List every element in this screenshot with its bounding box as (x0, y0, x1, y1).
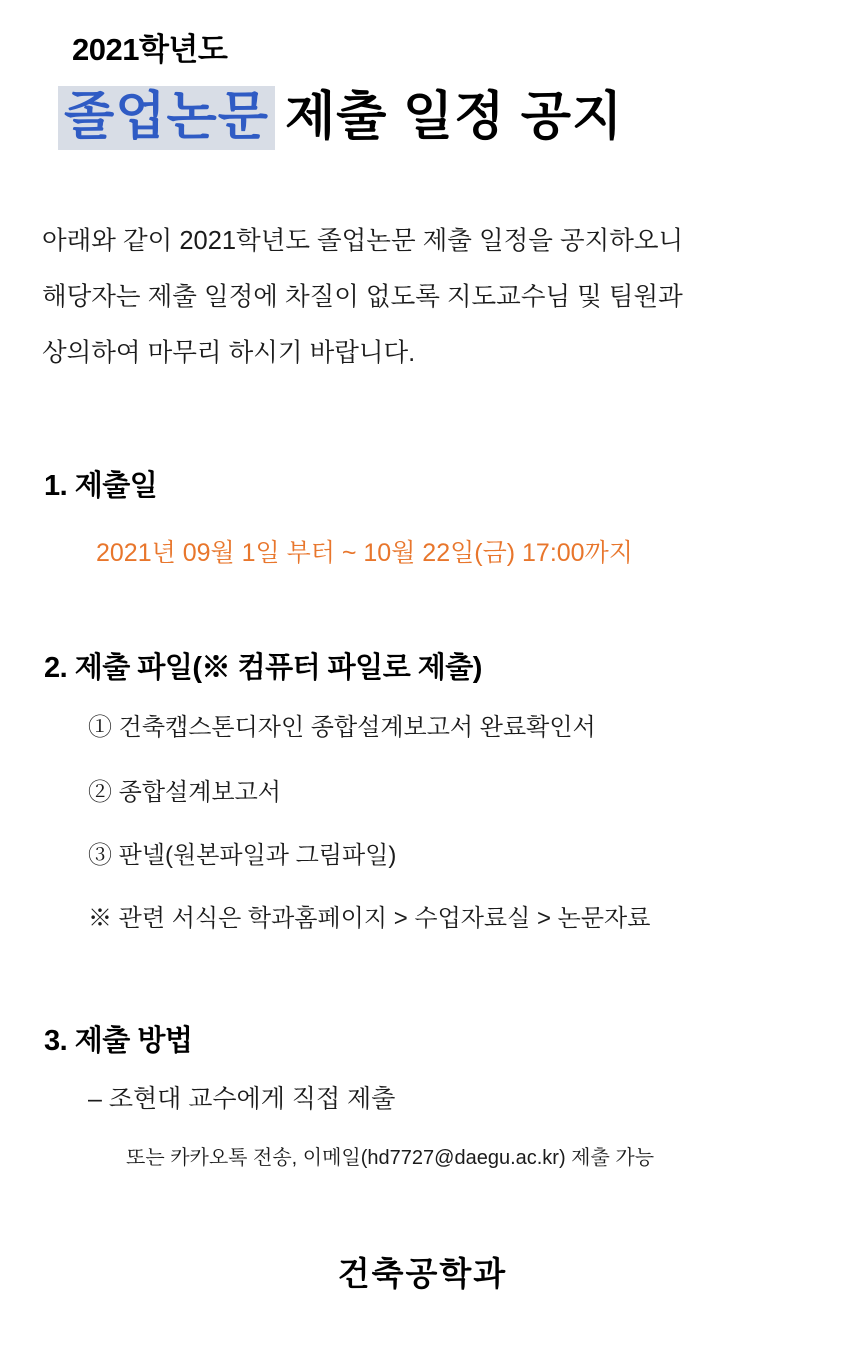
intro-line-3: 상의하여 마무리 하시기 바랍니다. (42, 339, 416, 367)
file-item-note: ※ 관련 서식은 학과홈페이지 > 수업자료실 > 논문자료 (88, 905, 651, 932)
section-heading-submission-method: 3. 제출 방법 (44, 1025, 193, 1057)
page-title-highlight: 졸업논문 (58, 86, 275, 150)
intro-line-1: 아래와 같이 2021학년도 졸업논문 제출 일정을 공지하오니 (42, 227, 684, 255)
title-year: 2021학년도 (72, 32, 228, 67)
intro-paragraph (42, 213, 812, 381)
intro-line-2: 해당자는 제출 일정에 차질이 없도록 지도교수님 및 팀원과 (42, 283, 683, 311)
page-title-rest: 제출 일정 공지 (284, 88, 624, 146)
department-footer: 건축공학과 (337, 1255, 508, 1292)
page-title (58, 74, 623, 149)
submission-date-text: 2021년 09월 1일 부터 ~ 10월 22일(금) 17:00까지 (96, 539, 633, 567)
submission-method-sub: 또는 카카오톡 전송, 이메일(hd7727@daegu.ac.kr) 제출 가능 (126, 1147, 655, 1169)
file-item: ② 종합설계보고서 (88, 779, 281, 806)
submission-method-main: – 조현대 교수에게 직접 제출 (88, 1085, 396, 1113)
file-item: ③ 판넬(원본파일과 그림파일) (88, 842, 397, 869)
file-item: ① 건축캡스톤디자인 종합설계보고서 완료확인서 (88, 714, 596, 741)
section-heading-submission-date: 1. 제출일 (44, 470, 158, 502)
section-heading-submission-files: 2. 제출 파일(※ 컴퓨터 파일로 제출) (44, 652, 482, 684)
